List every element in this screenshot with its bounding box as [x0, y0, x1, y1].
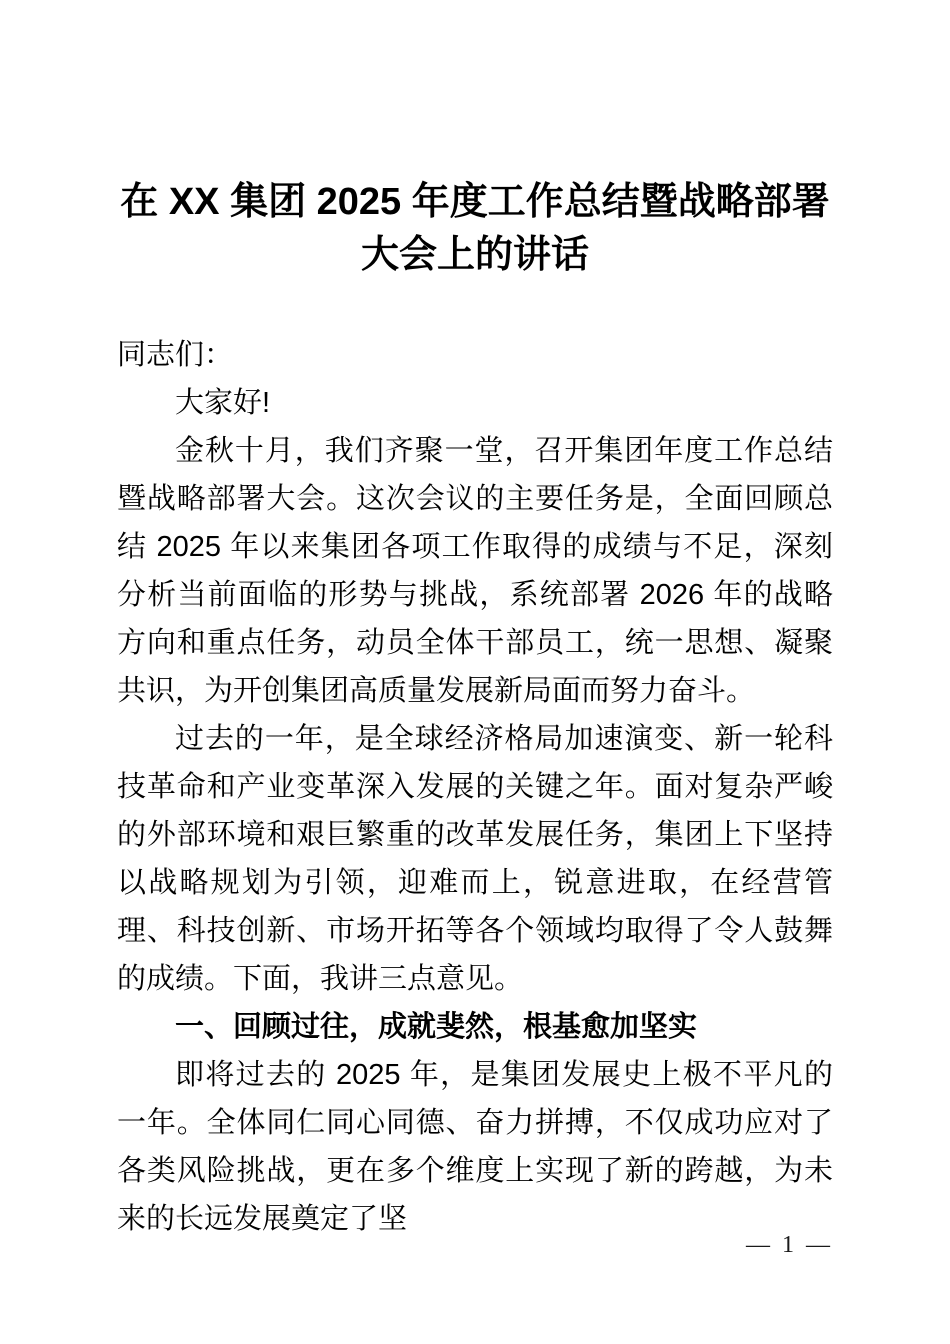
- salutation-line: 同志们：: [117, 339, 234, 371]
- paragraph-opening: 金秋十月，我们齐聚一堂，召开集团年度工作总结暨战略部署大会。这次会议的主要任务是，全面回顾总结 2025 年以来集团各项工作取得的成绩与不足，深刻分析当前面临的形势与挑战，系统部署 2026 年的战略方向和重点任务，动员全体干部员工，统一思想、凝聚共识，为开创集团高质量发展新局面而努力奋斗。: [117, 435, 833, 707]
- paragraph-past-year: 过去的一年，是全球经济格局加速演变、新一轮科技革命和产业变革深入发展的关键之年。面对复杂严峻的外部环境和艰巨繁重的改革发展任务，集团上下坚持以战略规划为引领，迎难而上，锐意进取，在经营管理、科技创新、市场开拓等各个领域均取得了令人鼓舞的成绩。下面，我讲三点意见。: [117, 723, 833, 995]
- document-body: [117, 0, 833, 1243]
- greeting-line: 大家好!: [175, 387, 271, 419]
- page-title: 在 XX 集团 2025 年度工作总结暨战略部署大会上的讲话: [120, 181, 830, 276]
- section-heading-one: 一、回顾过往，成就斐然，根基愈加坚实: [175, 1011, 698, 1043]
- page-number-footer: — 1 —: [746, 1232, 833, 1258]
- paragraph-section-one-body: 即将过去的 2025 年，是集团发展史上极不平凡的一年。全体同仁同心同德、奋力拼搏，不仅成功应对了各类风险挑战，更在多个维度上实现了新的跨越，为未来的长远发展奠定了坚: [117, 1059, 833, 1235]
